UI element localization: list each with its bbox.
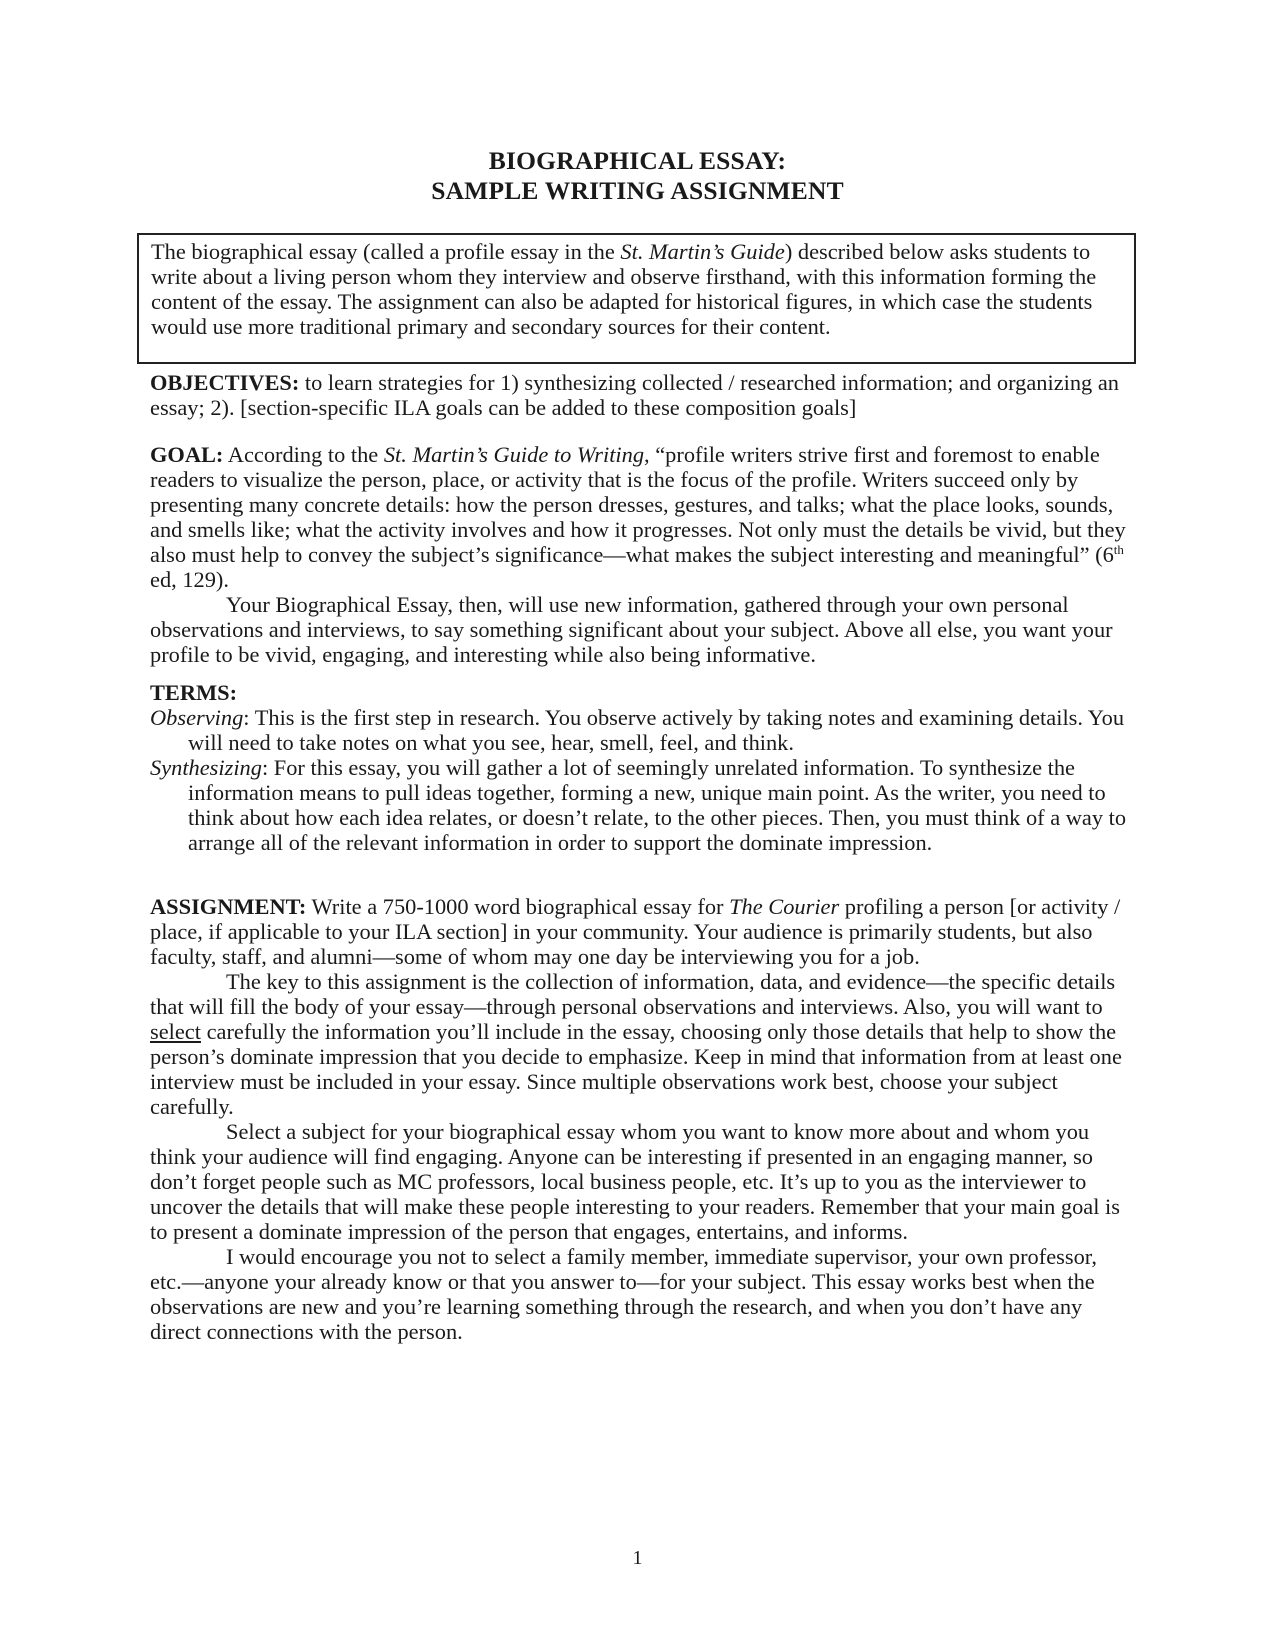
term-name: Synthesizing bbox=[150, 755, 262, 780]
page-number: 1 bbox=[632, 1547, 643, 1569]
assignment-paragraph-2 bbox=[150, 969, 1130, 1119]
goal-text-3: ed, 129). bbox=[150, 567, 229, 592]
title-line-1: BIOGRAPHICAL ESSAY: bbox=[488, 146, 787, 175]
term-name: Observing bbox=[150, 705, 244, 730]
assignment-section bbox=[150, 894, 1130, 1344]
intro-text-before: The biographical essay (called a profile essay in the bbox=[151, 239, 621, 264]
document-title bbox=[0, 146, 1275, 206]
title-line-2: SAMPLE WRITING ASSIGNMENT bbox=[431, 176, 844, 205]
intro-text-after: ) described below asks students to write about a living person whom they interview and observe firsthand, with this information forming the content of the essay. The assignment can also be adapted for historical figures, in which case the students would use more traditional primary and secondary sources for their content. bbox=[151, 239, 1097, 339]
intro-guide-title: St. Martin’s Guide bbox=[620, 239, 785, 264]
goal-section bbox=[150, 442, 1130, 667]
objectives-label: OBJECTIVES: bbox=[150, 370, 300, 395]
underlined-word: select bbox=[150, 1019, 201, 1044]
term-observing bbox=[150, 705, 1130, 755]
term-definition: : This is the first step in research. You observe actively by taking notes and examining details. You will need to take notes on what you see, hear, smell, feel, and think. bbox=[188, 705, 1125, 755]
intro-box bbox=[137, 233, 1136, 364]
assignment-paragraph-2-after: carefully the information you’ll include in the essay, choosing only those details that help to show the person’s dominate impression that you decide to emphasize. Keep in mind that information from at least one interview must be included in your essay. Since multiple observations work best, choose your subject carefully. bbox=[150, 1019, 1122, 1119]
objectives-text: to learn strategies for 1) synthesizing collected / researched information; and organizing an essay; 2). [section-specific ILA goals can be added to these composition goals] bbox=[150, 370, 1119, 420]
goal-superscript: th bbox=[1113, 542, 1124, 557]
goal-text-1: According to the bbox=[223, 442, 384, 467]
goal-guide-title: St. Martin’s Guide to Writing bbox=[383, 442, 645, 467]
terms-section bbox=[150, 680, 1130, 855]
assignment-text-2: profiling a person [or activity / place, if applicable to your ILA section] in your community. Your audience is primarily students, but also faculty, staff, and alumni—some of whom may one day be interviewing you for a job. bbox=[150, 894, 1121, 969]
terms-label: TERMS: bbox=[150, 680, 238, 705]
term-synthesizing bbox=[150, 755, 1130, 855]
goal-paragraph-2: Your Biographical Essay, then, will use new information, gathered through your own personal observations and interviews, to say something significant about your subject. Above all else, you want your profile to be vivid, engaging, and interesting while also being informative. bbox=[150, 592, 1113, 667]
publication-name: The Courier bbox=[729, 894, 840, 919]
assignment-paragraph-3: Select a subject for your biographical essay whom you want to know more about and whom you think your audience will find engaging. Anyone can be interesting if presented in an engaging manner, so don’t forget people such as MC professors, local business people, etc. It’s up to you as the interviewer to uncover the details that will make these people interesting to your readers. Remember that your main goal is to present a dominate impression of the person that engages, entertains, and informs. bbox=[150, 1119, 1120, 1244]
assignment-paragraph-2-before: The key to this assignment is the collection of information, data, and evidence—the specific details that will fill the body of your essay—through personal observations and interviews. Also, you will want to bbox=[150, 969, 1116, 1019]
goal-label: GOAL: bbox=[150, 442, 224, 467]
assignment-text-1: Write a 750-1000 word biographical essay for bbox=[306, 894, 730, 919]
assignment-paragraph-4: I would encourage you not to select a family member, immediate supervisor, your own professor, etc.—anyone your already know or that you answer to—for your subject. This essay works best when the observations are new and you’re learning something through the research, and when you don’t have any direct connections with the person. bbox=[150, 1244, 1097, 1344]
goal-text-2: , “profile writers strive first and foremost to enable readers to visualize the person, place, or activity that is the focus of the profile. Writers succeed only by presenting many concrete details: how the person dresses, gestures, and talks; what the place looks, sounds, and smells like; what the activity involves and how it progresses. Not only must the details be vivid, but they also must help to convey the subject’s significance—what makes the subject interesting and meaningful” (6 bbox=[150, 442, 1126, 567]
assignment-label: ASSIGNMENT: bbox=[150, 894, 307, 919]
term-definition: : For this essay, you will gather a lot of seemingly unrelated information. To synthesize the information means to pull ideas together, forming a new, unique main point. As the writer, you need to think about how each idea relates, or doesn’t relate, to the other pieces. Then, you must think of a way to arrange all of the relevant information in order to support the dominate impression. bbox=[188, 755, 1127, 855]
objectives-section bbox=[150, 370, 1130, 420]
